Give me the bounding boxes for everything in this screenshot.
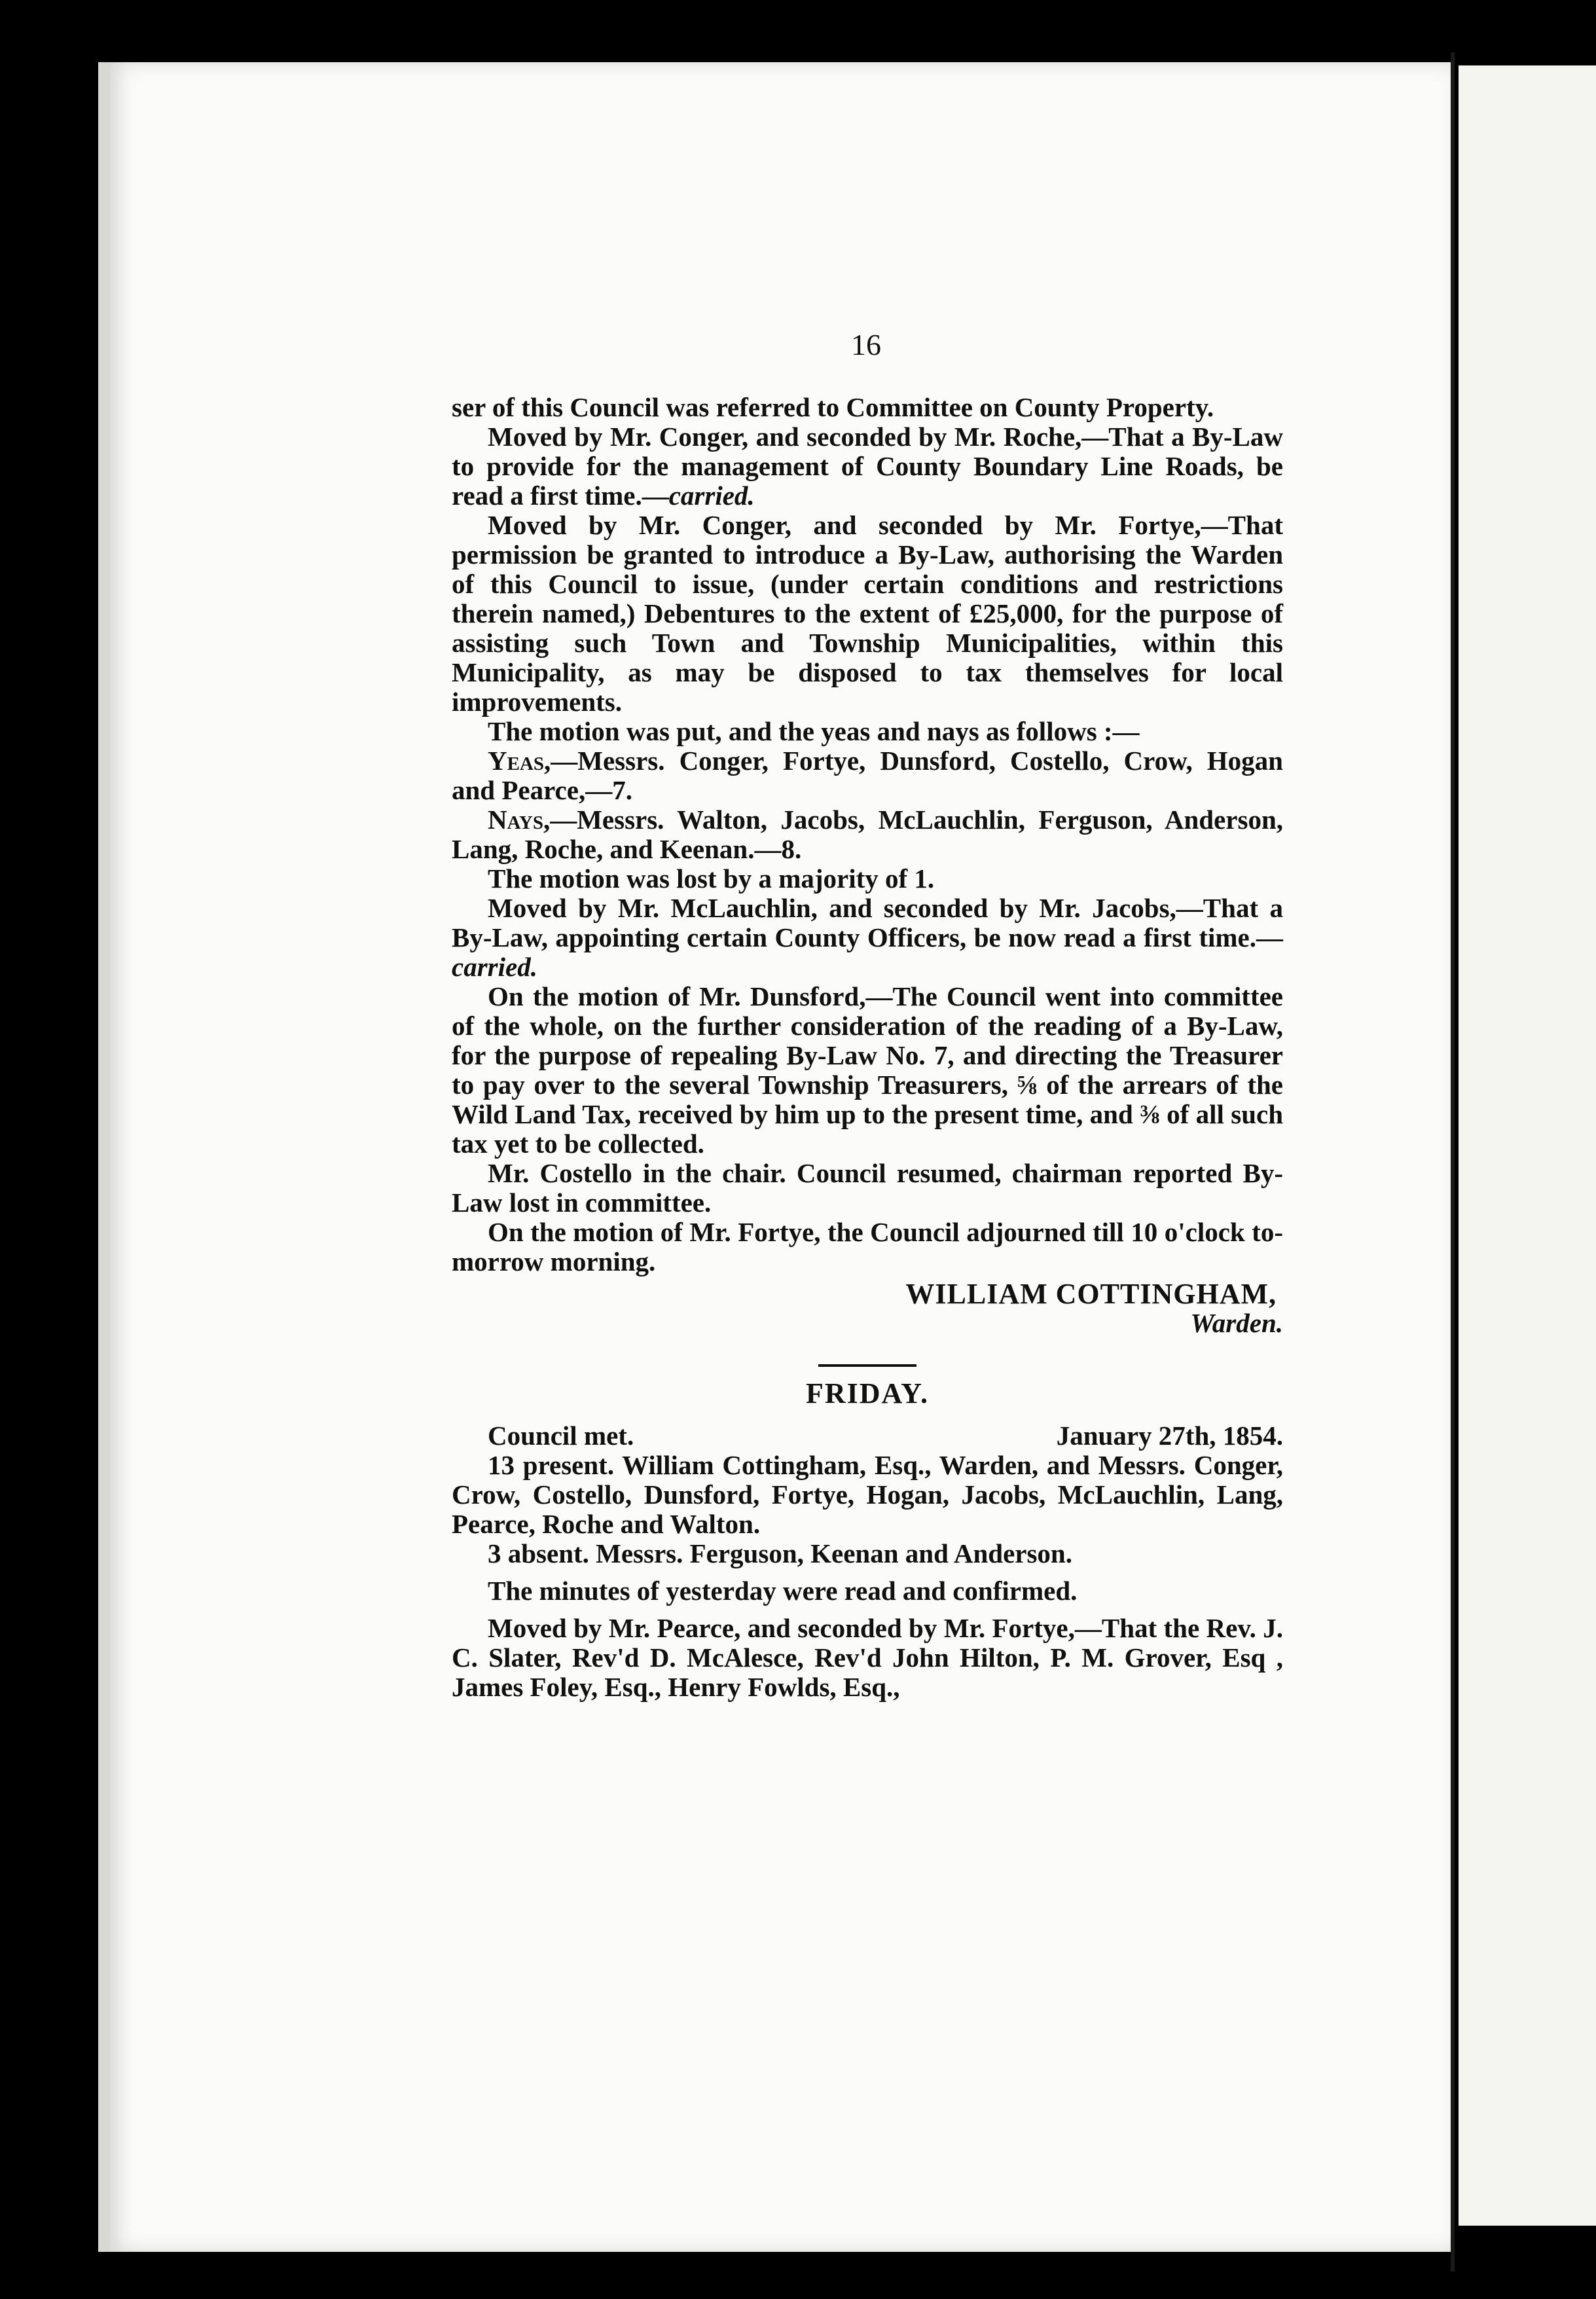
meeting-date: January 27th, 1854. bbox=[1056, 1421, 1283, 1451]
meeting-line bbox=[452, 1421, 1283, 1451]
page-gutter bbox=[1451, 52, 1455, 2272]
paragraph-vote-intro: The motion was put, and the yeas and nays as follows :— bbox=[488, 716, 1140, 746]
paragraph-adjournment: On the motion of Mr. Fortye, the Council adjourned till 10 o'clock to-morrow morning. bbox=[452, 1217, 1283, 1276]
minutes-text bbox=[452, 393, 1283, 1702]
section-heading: FRIDAY. bbox=[805, 1377, 930, 1409]
paragraph-yeas bbox=[452, 746, 1283, 805]
paragraph-boundary-roads-motion bbox=[452, 422, 1283, 511]
yeas-label: Yeas, bbox=[488, 746, 551, 776]
paragraph-county-officers-motion bbox=[452, 894, 1283, 982]
motion-result: carried. bbox=[668, 480, 755, 511]
motion-text: Moved by Mr. Conger, and seconded by Mr. Roche,—That a By-Law to provide for the management of County Boundary Line Roads, be read a first time.— bbox=[452, 422, 1283, 511]
motion-result: carried. bbox=[452, 952, 537, 982]
nays-label: Nays, bbox=[488, 805, 551, 835]
signature-title: Warden. bbox=[1190, 1308, 1283, 1338]
paragraph-chair: Mr. Costello in the chair. Council resumed, chairman reported By-Law lost in committee. bbox=[452, 1158, 1283, 1218]
paragraph-wild-land-tax: On the motion of Mr. Dunsford,—The Council went into committee of the whole, on the further consideration of the reading of a By-Law, for the purpose of repealing By-Law No. 7, and directing the Treasurer to pay over to the several Township Treasurers, ⅝ of the arrears of the Wild Land Tax, received by him up to the present time, and ⅜ of all such tax yet to be collected. bbox=[452, 981, 1283, 1159]
paragraph-absent: 3 absent. Messrs. Ferguson, Keenan and Anderson. bbox=[488, 1538, 1072, 1568]
paragraph-nays bbox=[452, 805, 1283, 864]
signature-name: WILLIAM COTTINGHAM, bbox=[905, 1278, 1277, 1310]
paragraph-minutes-confirmed: The minutes of yesterday were read and confirmed. bbox=[488, 1576, 1078, 1606]
paragraph-present: 13 present. William Cottingham, Esq., Warden, and Messrs. Conger, Crow, Costello, Dunsford, Fortye, Hogan, Jacobs, McLauchlin, Lang, Pearce, Roche and Walton. bbox=[452, 1450, 1283, 1539]
paragraph-debentures-motion: Moved by Mr. Conger, and seconded by Mr. Fortye,—That permission be granted to introduce a By-Law, authorising the Warden of this Council to issue, (under certain conditions and restrictions therein named,) Debentures to the extent of £25,000, for the purpose of assisting such Town and Township Municipalities, within this Municipality, as may be disposed to tax themselves for local improvements. bbox=[452, 510, 1283, 717]
yeas-names: —Messrs. Conger, Fortye, Dunsford, Costello, Crow, Hogan and Pearce,—7. bbox=[452, 746, 1283, 805]
meeting-label: Council met. bbox=[488, 1421, 634, 1451]
motion-text: Moved by Mr. McLauchlin, and seconded by Mr. Jacobs,—That a By-Law, appointing certain County Officers, be now read a first time.— bbox=[452, 893, 1283, 952]
paragraph-committee-referral: ser of this Council was referred to Committee on County Property. bbox=[452, 392, 1214, 422]
paragraph-pearce-motion: Moved by Mr. Pearce, and seconded by Mr. Fortye,—That the Rev. J. C. Slater, Rev'd D. McAlesce, Rev'd John Hilton, P. M. Grover, Esq , James Foley, Esq., Henry Fowlds, Esq., bbox=[452, 1613, 1283, 1702]
page-number: 16 bbox=[851, 328, 881, 361]
nays-names: —Messrs. Walton, Jacobs, McLauchlin, Ferguson, Anderson, Lang, Roche, and Keenan.—8. bbox=[452, 805, 1283, 864]
paragraph-motion-lost: The motion was lost by a majority of 1. bbox=[488, 863, 935, 894]
facing-page-edge bbox=[1459, 65, 1596, 2226]
section-divider bbox=[818, 1364, 916, 1367]
